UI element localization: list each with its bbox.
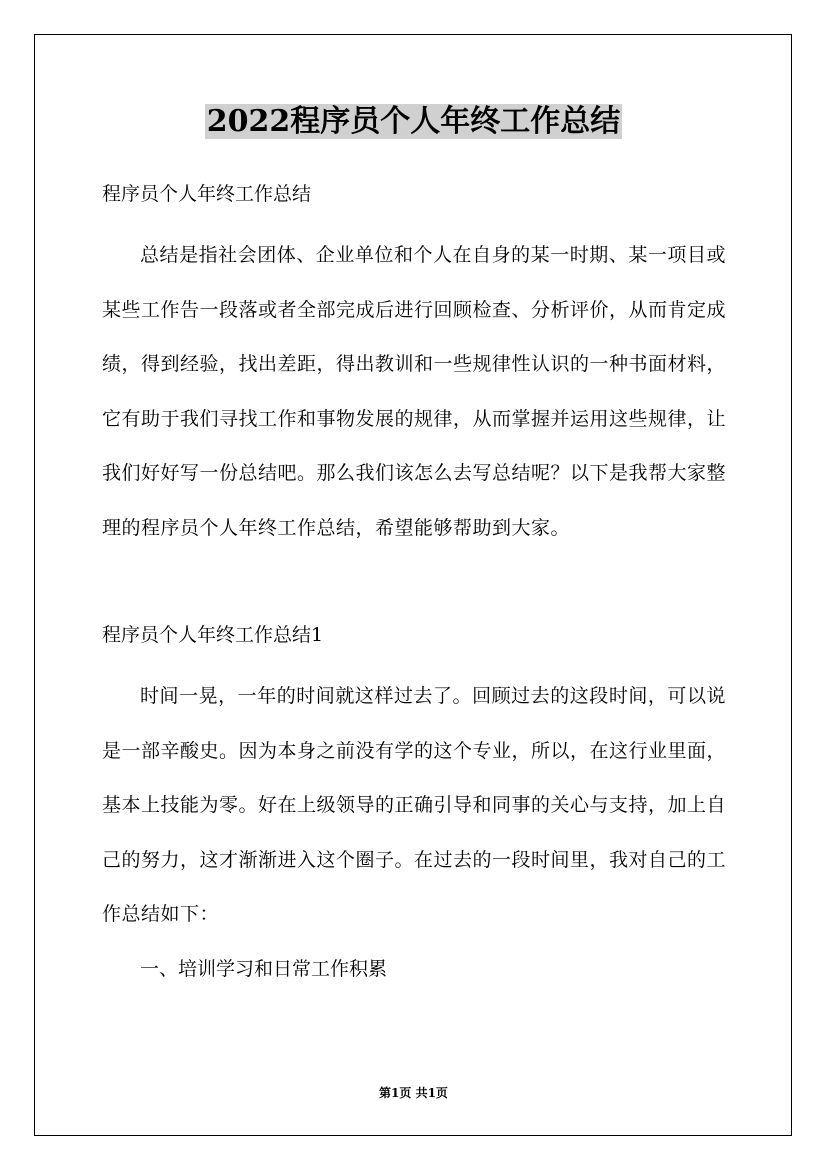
intro-paragraph: 总结是指社会团体、企业单位和个人在自身的某一时期、某一项目或某些工作告一段落或者全部完成后进行回顾检查、分析评价，从而肯定成绩，得到经验，找出差距，得出教训和一些规律性认识的一种书面材料，它有助于我们寻找工作和事物发展的规律，从而掌握并运用这些规律，让我们好好写一份总结吧。那么我们该怎么去写总结呢？以下是我帮大家整理的程序员个人年终工作总结，希望能够帮助到大家。 <box>102 244 727 539</box>
section1-subheading: 一、培训学习和日常工作积累 <box>140 957 388 980</box>
document-title-text: 2022程序员个人年终工作总结 <box>206 104 621 139</box>
document-body <box>102 174 726 996</box>
page-footer: 第1页 共1页 <box>379 1086 448 1100</box>
section1-paragraph: 时间一晃，一年的时间就这样过去了。回顾过去的这段时间，可以说是一部辛酸史。因为本身之前没有学的这个专业，所以，在这行业里面，基本上技能为零。好在上级领导的正确引导和同事的关心与支持，加上自己的努力，这才渐渐进入这个圈子。在过去的一段时间里，我对自己的工作总结如下： <box>102 685 727 925</box>
intro-heading: 程序员个人年终工作总结 <box>102 183 312 205</box>
section1-heading: 程序员个人年终工作总结1 <box>102 624 324 646</box>
document-title <box>0 100 827 144</box>
